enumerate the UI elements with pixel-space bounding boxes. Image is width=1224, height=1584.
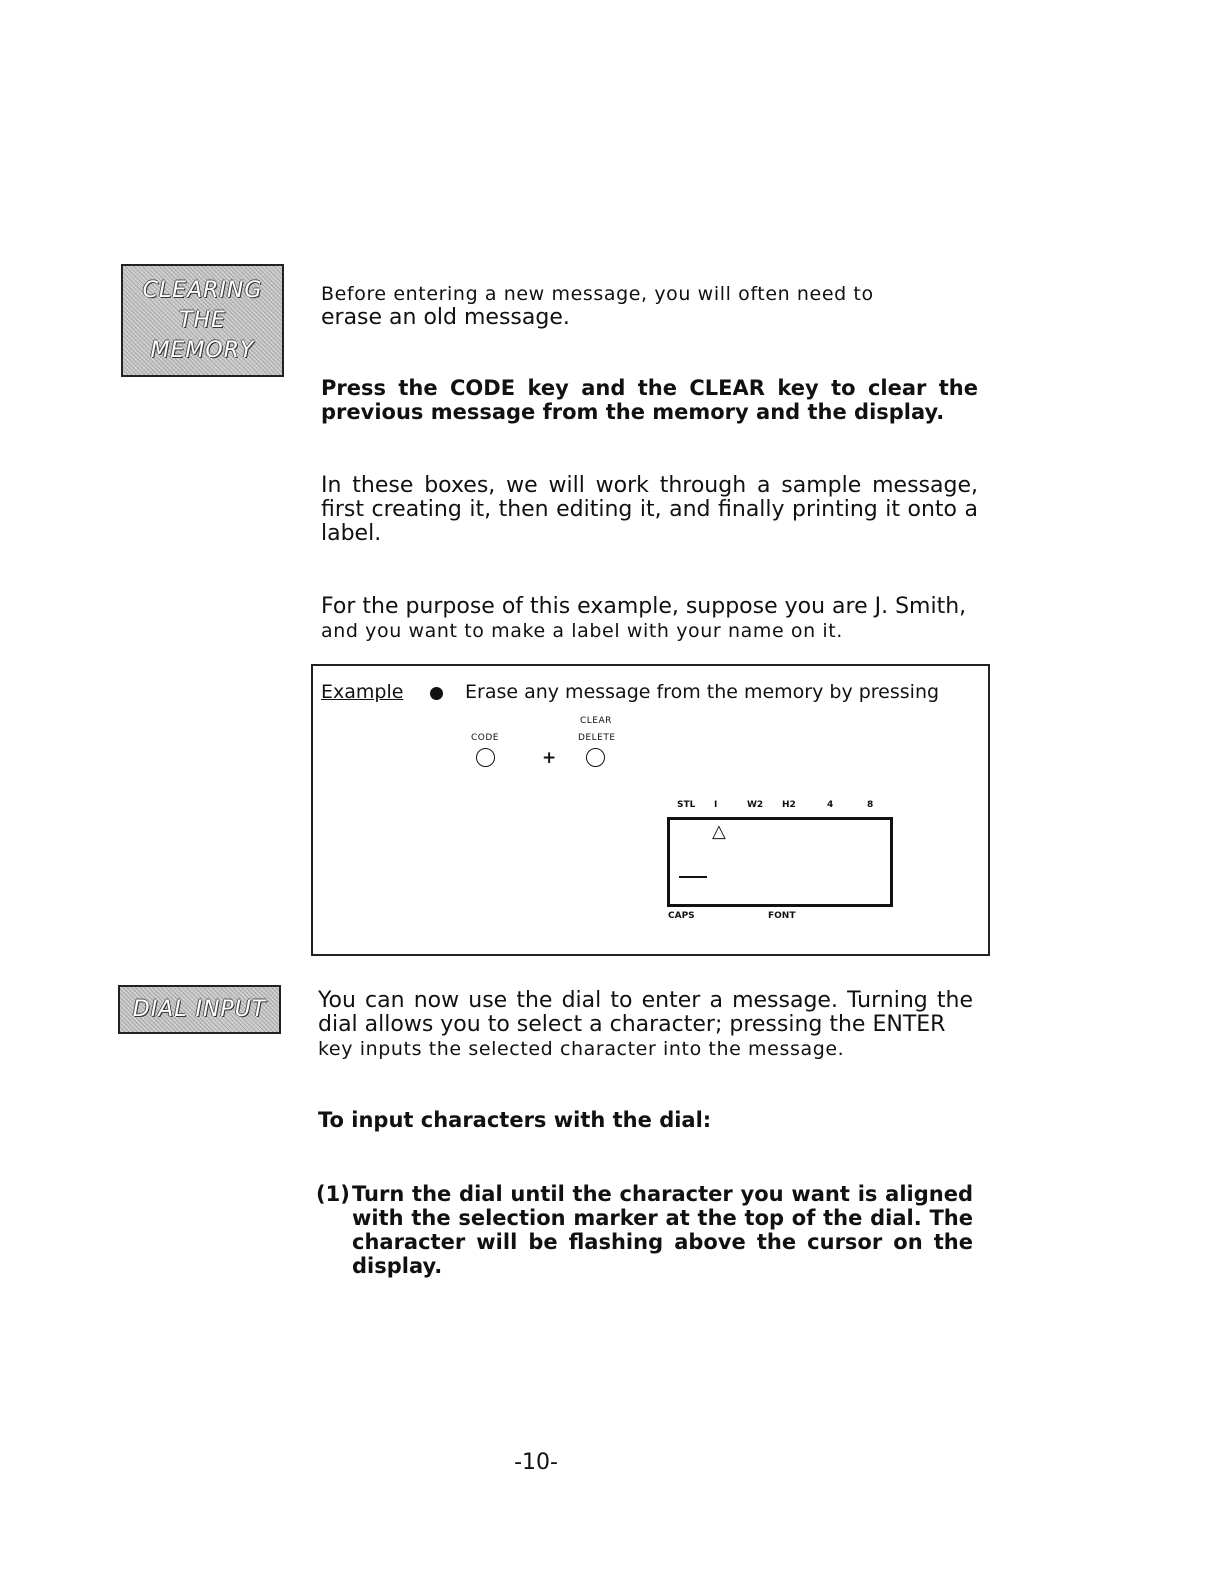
- clear-key-label: CLEAR: [580, 716, 612, 726]
- page-number: -10-: [514, 1450, 558, 1475]
- purpose-paragraph: [321, 595, 978, 643]
- intro-line-1: Before entering a new message, you will often need to: [321, 283, 874, 305]
- bullet-icon: [430, 687, 443, 700]
- lcd-display: [667, 817, 893, 907]
- step-text: Turn the dial until the character you want is aligned with the selection marker at the top of the dial. The character will be flashing above the cursor on the display.: [352, 1182, 973, 1278]
- tab-line-1: CLEARING: [142, 277, 263, 303]
- display-label-stl: STL: [677, 800, 696, 810]
- dial-intro-line-1: You can now use the dial to enter a message. Turning the dial allows you to select a character; pressing the ENTER: [318, 988, 973, 1037]
- dial-tab-label: DIAL INPUT: [132, 996, 267, 1022]
- triangle-marker-icon: △: [712, 821, 726, 842]
- display-label-w2: W2: [747, 800, 764, 810]
- example-box: [311, 664, 990, 956]
- dial-heading: To input characters with the dial:: [318, 1108, 712, 1132]
- intro-paragraph: [321, 282, 978, 330]
- example-text: Erase any message from the memory by pressing: [465, 681, 940, 703]
- example-label: Example: [321, 681, 404, 703]
- clear-instruction: Press the CODE key and the CLEAR key to clear the previous message from the memory and the display.: [321, 376, 978, 424]
- plus-sign: +: [542, 748, 557, 768]
- dial-input-tab: [118, 985, 281, 1034]
- cursor-line: [679, 876, 707, 878]
- display-label-font: FONT: [768, 911, 796, 921]
- clear-delete-key-icon: [586, 748, 605, 767]
- display-label-4: 4: [827, 800, 834, 810]
- purpose-line-1: For the purpose of this example, suppose you are J. Smith,: [321, 594, 967, 619]
- dial-intro-paragraph: [318, 989, 973, 1061]
- code-key-icon: [476, 748, 495, 767]
- boxes-paragraph: In these boxes, we will work through a sample message, first creating it, then editing it, and finally printing it onto a label.: [321, 473, 978, 546]
- delete-key-label: DELETE: [578, 733, 616, 743]
- display-label-8: 8: [867, 800, 874, 810]
- tab-line-2: THE: [179, 307, 226, 333]
- intro-line-2: erase an old message.: [321, 305, 570, 330]
- display-label-caps: CAPS: [668, 911, 695, 921]
- tab-line-3: MEMORY: [150, 337, 255, 363]
- clearing-the-memory-tab: [121, 264, 284, 377]
- dial-intro-line-2: key inputs the selected character into the message.: [318, 1038, 845, 1060]
- display-label-h2: H2: [782, 800, 796, 810]
- purpose-line-2: and you want to make a label with your name on it.: [321, 620, 843, 642]
- display-label-i: I: [714, 800, 718, 810]
- step-number: (1): [316, 1182, 350, 1206]
- code-key-label: CODE: [471, 733, 499, 743]
